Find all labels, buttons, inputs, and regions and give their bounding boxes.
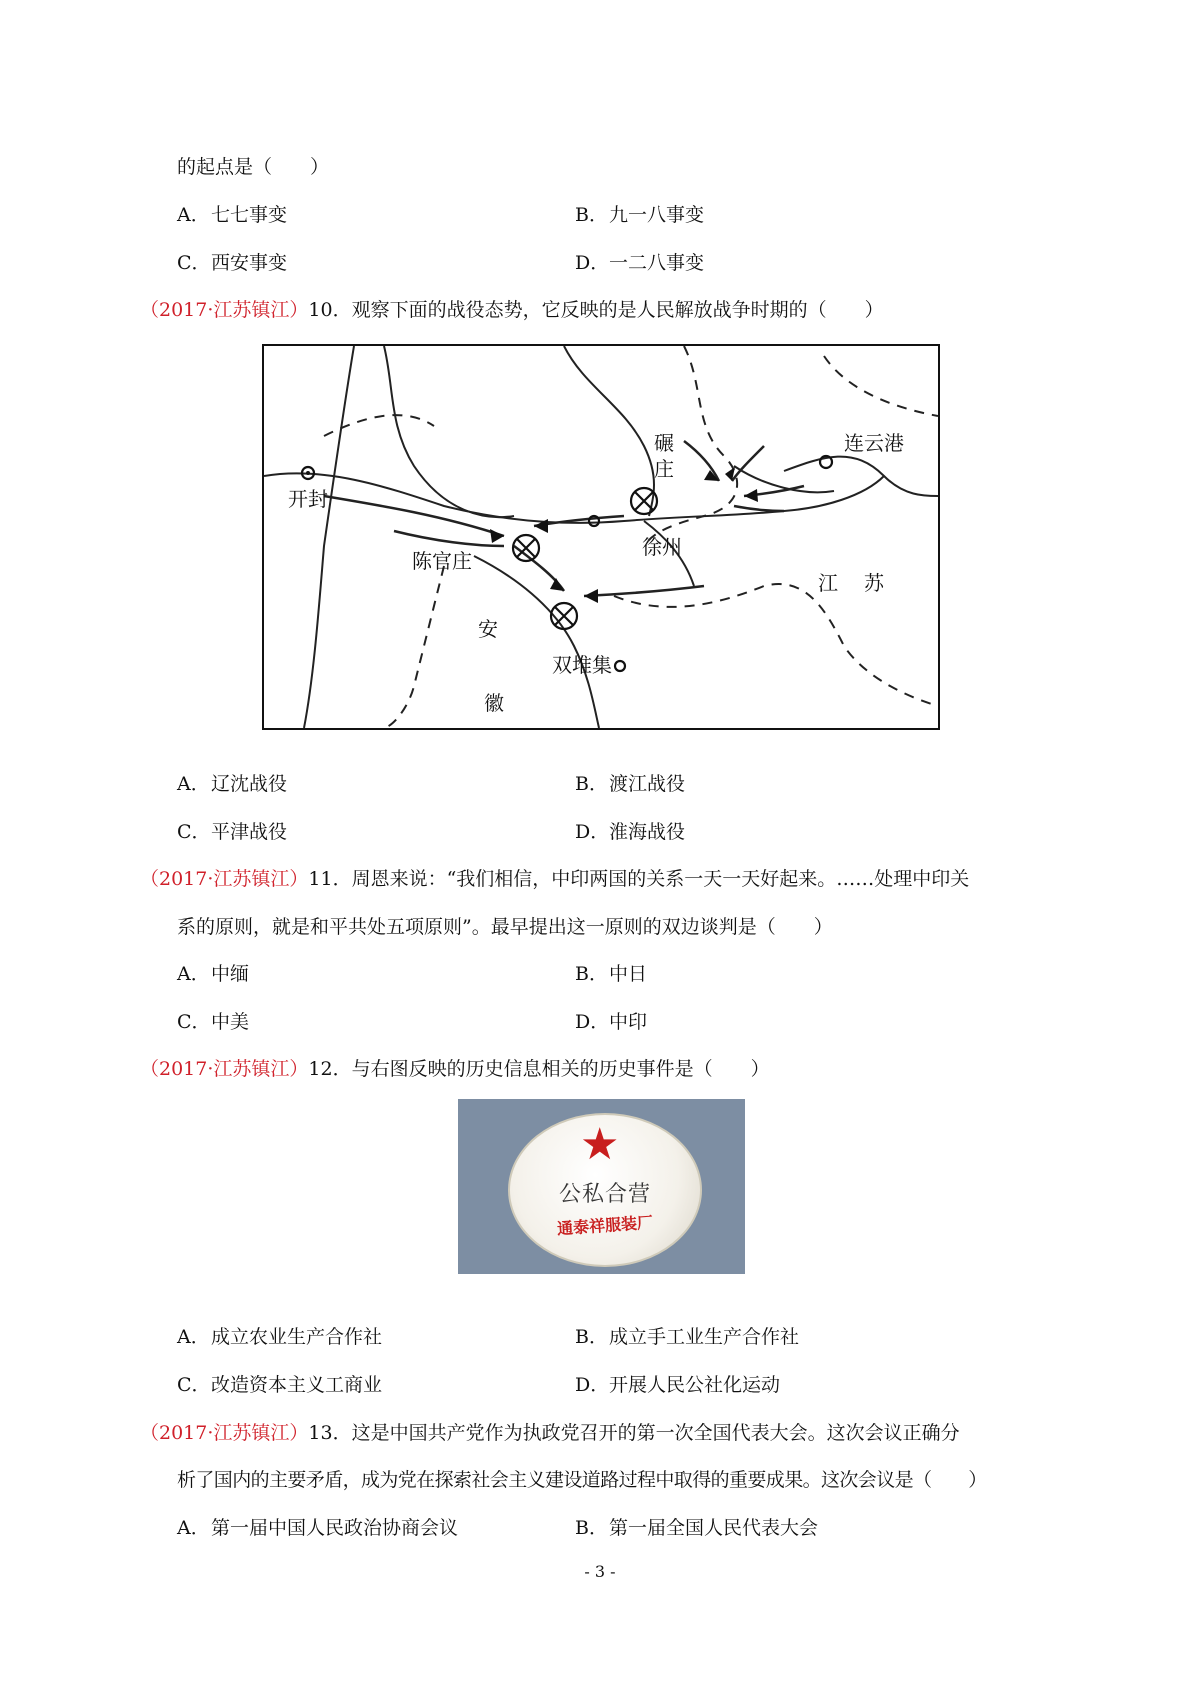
option-label: B． bbox=[575, 1517, 608, 1539]
option-label: D． bbox=[575, 1011, 610, 1033]
map-label-chenguanzhuang: 陈官庄 bbox=[412, 549, 472, 573]
q10-option-a bbox=[177, 772, 287, 796]
q11-option-c bbox=[177, 1010, 249, 1034]
map-label-anhui-2: 徽 bbox=[484, 691, 504, 715]
option-text: 中缅 bbox=[211, 963, 250, 985]
map-label-jiangsu-1: 江 bbox=[818, 571, 838, 595]
q11-option-d bbox=[575, 1010, 647, 1034]
option-text: 中美 bbox=[211, 1011, 250, 1033]
q9-option-a bbox=[177, 203, 287, 227]
badge-photo bbox=[458, 1099, 745, 1274]
q13-stem-text-1: 13．这是中国共产党作为执政党召开的第一次全国代表大会。这次会议正确分 bbox=[308, 1422, 960, 1444]
option-text: 七七事变 bbox=[211, 204, 288, 226]
q10-stem bbox=[140, 298, 884, 322]
option-text: 成立手工业生产合作社 bbox=[609, 1326, 800, 1348]
option-label: A． bbox=[177, 773, 210, 795]
badge bbox=[508, 1113, 702, 1267]
q9-stem-cont: 的起点是（ ） bbox=[177, 156, 330, 178]
q12-stem bbox=[140, 1057, 770, 1081]
option-text: 九一八事变 bbox=[609, 204, 705, 226]
q10-option-b bbox=[575, 772, 685, 796]
q9-option-b bbox=[575, 203, 704, 227]
option-text: 第一届全国人民代表大会 bbox=[609, 1517, 819, 1539]
q10-option-c bbox=[177, 820, 287, 844]
q12-source: （2017·江苏镇江） bbox=[140, 1058, 309, 1080]
badge-top-text: 公私合营 bbox=[558, 1182, 651, 1207]
option-label: A． bbox=[177, 963, 210, 985]
q13-option-b bbox=[575, 1516, 818, 1540]
map-label-xuzhou: 徐州 bbox=[642, 535, 682, 559]
q10-option-d bbox=[575, 820, 685, 844]
q10-stem-text: 10．观察下面的战役态势，它反映的是人民解放战争时期的（ ） bbox=[308, 299, 884, 321]
q11-option-a bbox=[177, 962, 249, 986]
q11-stem-line1 bbox=[140, 867, 969, 891]
option-text: 第一届中国人民政治协商会议 bbox=[211, 1517, 459, 1539]
map-label-nianzhuang-2: 庄 bbox=[654, 457, 674, 481]
option-text: 中日 bbox=[609, 963, 648, 985]
option-text: 平津战役 bbox=[211, 821, 288, 843]
q13-stem-line1 bbox=[140, 1421, 960, 1445]
option-text: 改造资本主义工商业 bbox=[211, 1374, 383, 1396]
map-label-anhui-1: 安 bbox=[478, 617, 498, 641]
map-label-nianzhuang-1: 碾 bbox=[654, 431, 674, 455]
map-label-lianyungang: 连云港 bbox=[844, 431, 904, 455]
q12-option-d bbox=[575, 1373, 780, 1397]
q12-option-a bbox=[177, 1325, 382, 1349]
option-text: 西安事变 bbox=[211, 252, 288, 274]
option-label: A． bbox=[177, 204, 210, 226]
q11-stem-text-1: 11．周恩来说：“我们相信，中印两国的关系一天一天好起来。……处理中印关 bbox=[308, 868, 970, 890]
option-label: D． bbox=[575, 252, 610, 274]
q13-source: （2017·江苏镇江） bbox=[140, 1422, 309, 1444]
q9-option-d bbox=[575, 251, 704, 275]
q12-option-b bbox=[575, 1325, 799, 1349]
option-text: 成立农业生产合作社 bbox=[211, 1326, 383, 1348]
option-label: C． bbox=[177, 252, 211, 274]
option-label: B． bbox=[575, 204, 608, 226]
q11-stem-line2: 系的原则，就是和平共处五项原则”。最早提出这一原则的双边谈判是（ ） bbox=[177, 916, 833, 938]
option-label: C． bbox=[177, 1374, 211, 1396]
option-text: 中印 bbox=[609, 1011, 648, 1033]
q12-stem-text: 12．与右图反映的历史信息相关的历史事件是（ ） bbox=[308, 1058, 770, 1080]
battle-map-drawing bbox=[264, 346, 938, 728]
option-label: B． bbox=[575, 963, 608, 985]
option-label: B． bbox=[575, 773, 608, 795]
option-text: 渡江战役 bbox=[609, 773, 686, 795]
option-label: A． bbox=[177, 1326, 210, 1348]
q11-option-b bbox=[575, 962, 647, 986]
option-label: D． bbox=[575, 821, 610, 843]
map-label-kaifeng: 开封 bbox=[288, 487, 328, 511]
red-star-icon: ★ bbox=[580, 1119, 620, 1170]
battle-map bbox=[262, 344, 940, 730]
option-text: 开展人民公社化运动 bbox=[609, 1374, 781, 1396]
option-label: A． bbox=[177, 1517, 210, 1539]
q11-source: （2017·江苏镇江） bbox=[140, 868, 309, 890]
q13-option-a bbox=[177, 1516, 458, 1540]
page-number: - 3 - bbox=[584, 1562, 616, 1581]
option-text: 辽沈战役 bbox=[211, 773, 288, 795]
q13-stem-line2: 析了国内的主要矛盾，成为党在探索社会主义建设道路过程中取得的重要成果。这次会议是（ ） bbox=[177, 1469, 987, 1491]
map-label-shuangduiji: 双堆集 bbox=[552, 653, 612, 677]
badge-bottom-text: 通泰祥服装厂 bbox=[556, 1212, 654, 1239]
option-label: B． bbox=[575, 1326, 608, 1348]
q12-option-c bbox=[177, 1373, 382, 1397]
option-label: D． bbox=[575, 1374, 610, 1396]
q9-option-c bbox=[177, 251, 287, 275]
option-label: C． bbox=[177, 1011, 211, 1033]
option-text: 一二八事变 bbox=[609, 252, 705, 274]
option-text: 淮海战役 bbox=[609, 821, 686, 843]
q10-source: （2017·江苏镇江） bbox=[140, 299, 309, 321]
map-label-jiangsu-2: 苏 bbox=[864, 571, 884, 595]
option-label: C． bbox=[177, 821, 211, 843]
